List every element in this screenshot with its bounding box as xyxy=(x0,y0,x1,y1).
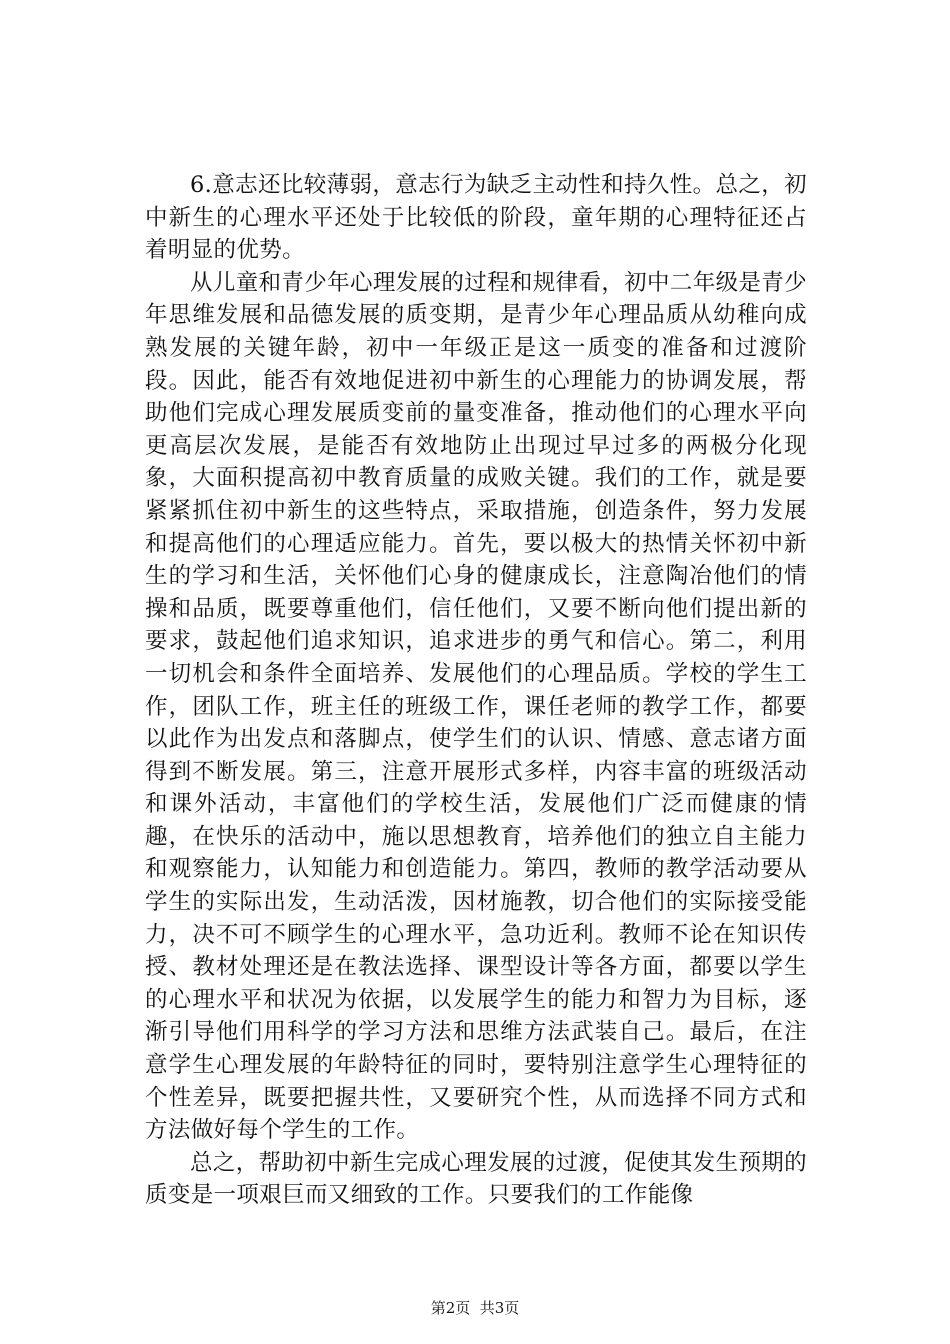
paragraph-1: 6.意志还比较薄弱，意志行为缺乏主动性和持久性。总之，初中新生的心理水平还处于比较低的阶段，童年期的心理特征还占着明显的优势。 xyxy=(145,172,807,264)
page-footer xyxy=(0,1298,950,1318)
paragraph-3: 总之，帮助初中新生完成心理发展的过渡，促使其发生预期的质变是一项艰巨而又细致的工作。只要我们的工作能像 xyxy=(145,1149,807,1209)
page-number: 第2页 共3页 xyxy=(430,1299,520,1317)
paragraph-2: 从儿童和青少年心理发展的过程和规律看，初中二年级是青少年思维发展和品德发展的质变期，是青少年心理品质从幼稚向成熟发展的关键年龄，初中一年级正是这一质变的准备和过渡阶段。因此，能否有效地促进初中新生的心理能力的协调发展，帮助他们完成心理发展质变前的量变准备，推动他们的心理水平向更高层次发展，是能否有效地防止出现过早过多的两极分化现象，大面积提高初中教育质量的成败关键。我们的工作，就是要紧紧抓住初中新生的这些特点，采取措施，创造条件，努力发展和提高他们的心理适应能力。首先，要以极大的热情关怀初中新生的学习和生活，关怀他们心身的健康成长，注意陶冶他们的情操和品质，既要尊重他们，信任他们，又要不断向他们提出新的要求，鼓起他们追求知识，追求进步的勇气和信心。第二，利用一切机会和条件全面培养、发展他们的心理品质。学校的学生工作，团队工作，班主任的班级工作，课任老师的教学工作，都要以此作为出发点和落脚点，使学生们的认识、情感、意志诸方面得到不断发展。第三，注意开展形式多样，内容丰富的班级活动和课外活动，丰富他们的学校生活，发展他们广泛而健康的情趣，在快乐的活动中，施以思想教育，培养他们的独立自主能力和观察能力，认知能力和创造能力。第四，教师的教学活动要从学生的实际出发，生动活泼，因材施教，切合他们的实际接受能力，决不可不顾学生的心理水平，急功近利。教师不论在知识传授、教材处理还是在教法选择、课型设计等各方面，都要以学生的心理水平和状况为依据，以发展学生的能力和智力为目标，逐渐引导他们用科学的学习方法和思维方法武装自己。最后，在注意学生心理发展的年龄特征的同时，要特别注意学生心理特征的个性差异，既要把握共性，又要研究个性，从而选择不同方式和方法做好每个学生的工作。 xyxy=(145,269,807,1144)
document-body xyxy=(145,169,807,1212)
